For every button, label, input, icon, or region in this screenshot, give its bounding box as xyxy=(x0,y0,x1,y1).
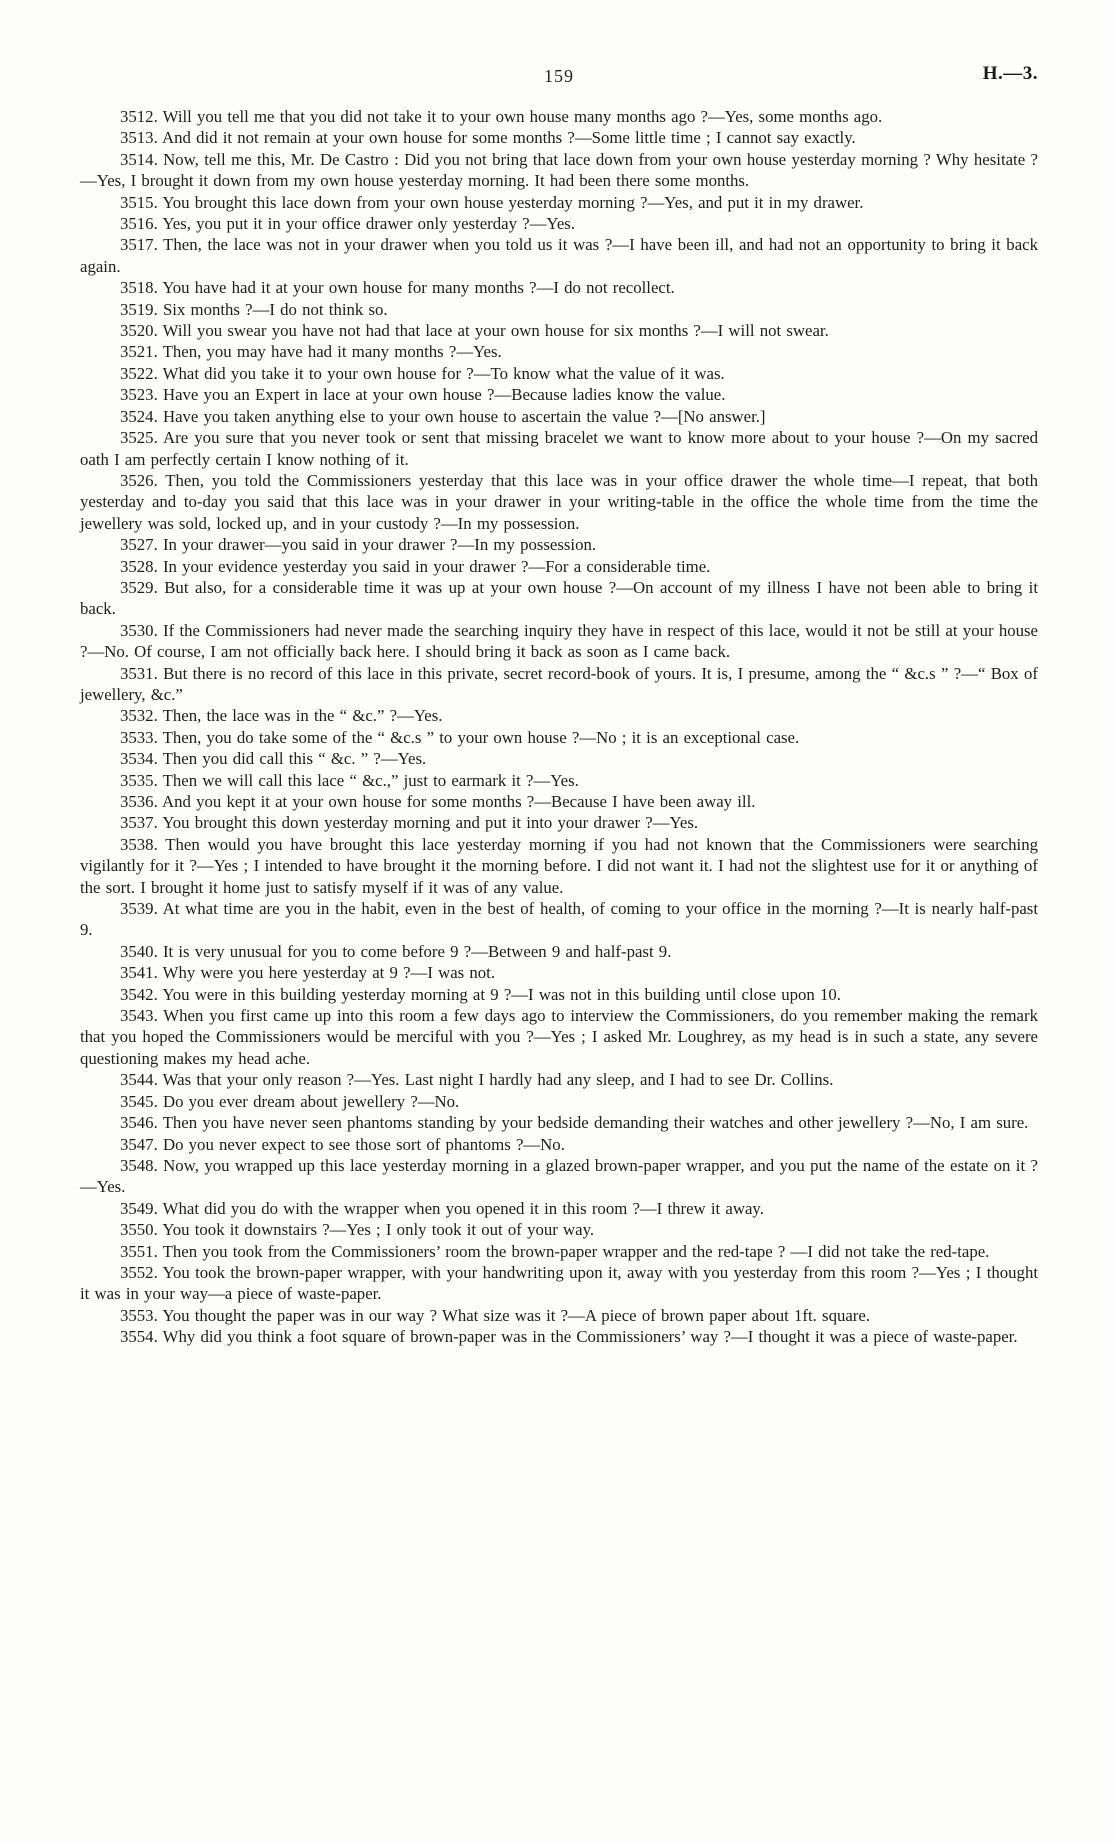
question-paragraph: 3538. Then would you have brought this lace yesterday morning if you had not known that the Commissioners were searching vigilantly for it ?—Yes ; I intended to have brought it the morning before. I did not want it. I had not the slightest use for it or anything of the sort. I brought it home just to satisfy myself if it was of any value. xyxy=(80,834,1038,897)
question-paragraph: 3554. Why did you think a foot square of brown-paper was in the Commissioners’ way ?—I thought it was a piece of waste-paper. xyxy=(120,1327,1018,1347)
question-paragraph: 3516. Yes, you put it in your office drawer only yesterday ?—Yes. xyxy=(120,214,576,234)
question-paragraph: 3526. Then, you told the Commissioners yesterday that this lace was in your office drawer the whole time—I repeat, that both yesterday and to-day you said that this lace was in your drawer in your writing-table in the office the whole time from the time the jewellery was sold, locked up, and in your custody ?—In my possession. xyxy=(80,470,1038,533)
question-paragraph: 3519. Six months ?—I do not think so. xyxy=(120,299,388,319)
document-body xyxy=(80,106,1038,1348)
question-paragraph: 3515. You brought this lace down from your own house yesterday morning ?—Yes, and put it in my drawer. xyxy=(120,192,864,212)
question-paragraph: 3542. You were in this building yesterday morning at 9 ?—I was not in this building until close upon 10. xyxy=(120,984,841,1004)
question-paragraph: 3553. You thought the paper was in our way ? What size was it ?—A piece of brown paper about 1ft. square. xyxy=(120,1305,871,1325)
question-paragraph: 3550. You took it downstairs ?—Yes ; I only took it out of your way. xyxy=(120,1220,595,1240)
page-header xyxy=(80,63,1038,90)
question-paragraph: 3529. But also, for a considerable time it was up at your own house ?—On account of my illness I have not been able to bring it back. xyxy=(80,577,1038,619)
question-paragraph: 3528. In your evidence yesterday you said in your drawer ?—For a considerable time. xyxy=(120,556,711,576)
question-paragraph: 3545. Do you ever dream about jewellery ?—No. xyxy=(120,1091,460,1111)
question-paragraph: 3537. You brought this down yesterday morning and put it into your drawer ?—Yes. xyxy=(120,813,699,833)
question-paragraph: 3527. In your drawer—you said in your drawer ?—In my possession. xyxy=(120,535,597,555)
document-reference: H.—3. xyxy=(982,63,1038,84)
question-paragraph: 3551. Then you took from the Commissioners’ room the brown-paper wrapper and the red-tape ? —I did not take the red-tape. xyxy=(120,1241,990,1261)
question-paragraph: 3549. What did you do with the wrapper when you opened it in this room ?—I threw it away. xyxy=(120,1198,764,1218)
question-paragraph: 3533. Then, you do take some of the “ &c.s ” to your own house ?—No ; it is an exceptional case. xyxy=(120,727,800,747)
question-paragraph: 3539. At what time are you in the habit, even in the best of health, of coming to your office in the morning ?—It is nearly half-past 9. xyxy=(80,899,1038,940)
question-paragraph: 3543. When you first came up into this room a few days ago to interview the Commissioners, do you remember making the remark that you hoped the Commissioners would be merciful with you ?—Yes ; I asked Mr. Loughrey, as my head is in such a state, any severe questioning makes my head ache. xyxy=(80,1006,1038,1068)
question-paragraph: 3547. Do you never expect to see those sort of phantoms ?—No. xyxy=(120,1134,565,1154)
question-paragraph: 3535. Then we will call this lace “ &c.,” just to earmark it ?—Yes. xyxy=(120,770,579,790)
page-number: 159 xyxy=(544,66,574,86)
question-paragraph: 3512. Will you tell me that you did not take it to your own house many months ago ?—Yes, some months ago. xyxy=(120,107,883,126)
question-paragraph: 3523. Have you an Expert in lace at your own house ?—Because ladies know the value. xyxy=(120,385,726,405)
question-paragraph: 3525. Are you sure that you never took or sent that missing bracelet we want to know more about to your house ?—On my sacred oath I am perfectly certain I know nothing of it. xyxy=(80,428,1038,469)
question-paragraph: 3518. You have had it at your own house for many months ?—I do not recollect. xyxy=(120,278,675,298)
question-paragraph: 3520. Will you swear you have not had that lace at your own house for six months ?—I will not swear. xyxy=(120,321,829,341)
question-paragraph: 3534. Then you did call this “ &c. ” ?—Yes. xyxy=(120,749,427,769)
question-paragraph: 3522. What did you take it to your own house for ?—To know what the value of it was. xyxy=(120,363,725,383)
question-paragraph: 3521. Then, you may have had it many months ?—Yes. xyxy=(120,342,502,362)
question-paragraph: 3536. And you kept it at your own house for some months ?—Because I have been away ill. xyxy=(120,792,756,811)
question-paragraph: 3540. It is very unusual for you to come before 9 ?—Between 9 and half-past 9. xyxy=(120,941,672,961)
question-paragraph: 3532. Then, the lace was in the “ &c.” ?—Yes. xyxy=(120,706,443,726)
question-paragraph: 3541. Why were you here yesterday at 9 ?—I was not. xyxy=(120,963,496,983)
question-paragraph: 3517. Then, the lace was not in your drawer when you told us it was ?—I have been ill, and had not an opportunity to bring it back again. xyxy=(80,235,1038,276)
question-paragraph: 3513. And did it not remain at your own house for some months ?—Some little time ; I cannot say exactly. xyxy=(120,128,856,148)
question-paragraph: 3552. You took the brown-paper wrapper, with your handwriting upon it, away with you yesterday from this room ?—Yes ; I thought it was in your way—a piece of waste-paper. xyxy=(80,1262,1038,1304)
question-paragraph: 3514. Now, tell me this, Mr. De Castro : Did you not bring that lace down from your own house yesterday morning ? Why hesitate ?—Yes, I brought it down from my own house yesterday morning. It had been there some months. xyxy=(80,149,1038,191)
question-paragraph: 3544. Was that your only reason ?—Yes. Last night I hardly had any sleep, and I had to see Dr. Collins. xyxy=(120,1070,834,1090)
question-paragraph: 3548. Now, you wrapped up this lace yesterday morning in a glazed brown-paper wrapper, and you put the name of the estate on it ?—Yes. xyxy=(80,1155,1038,1197)
question-paragraph: 3546. Then you have never seen phantoms standing by your bedside demanding their watches and other jewellery ?—No, I am sure. xyxy=(120,1113,1029,1133)
question-paragraph: 3531. But there is no record of this lace in this private, secret record-book of yours. It is, I presume, among the “ &c.s ” ?—“ Box of jewellery, &c.” xyxy=(80,663,1038,704)
question-paragraph: 3524. Have you taken anything else to your own house to ascertain the value ?—[No answer.] xyxy=(120,406,766,426)
question-paragraph: 3530. If the Commissioners had never made the searching inquiry they have in respect of this lace, would it not be still at your house ?—No. Of course, I am not officially back here. I should bring it back as soon as I came back. xyxy=(80,620,1038,662)
